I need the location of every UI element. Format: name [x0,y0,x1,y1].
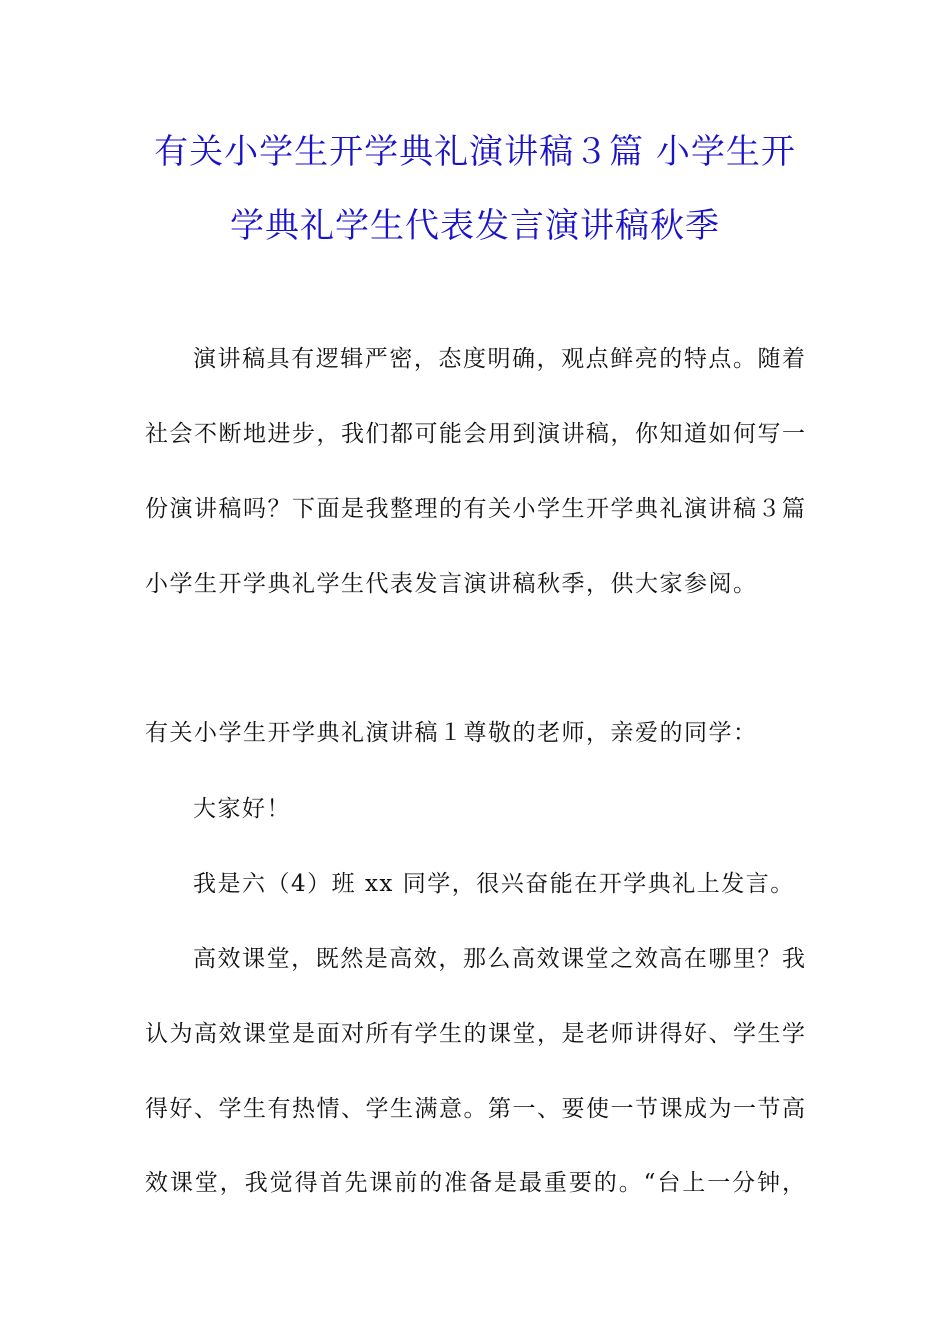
intro-line-4: 小学生开学典礼学生代表发言演讲稿秋季，供大家参阅。 [145,571,758,597]
intro-line-1: 演讲稿具有逻辑严密，态度明确，观点鲜亮的特点。随着 [193,346,805,372]
greeting-line: 大家好！ [193,796,291,822]
document-title-line-1: 有关小学生开学典礼演讲稿３篇 小学生开 [154,132,796,172]
paragraph-line-1: 高效课堂，既然是高效，那么高效课堂之效高在哪里？我 [193,946,805,972]
intro-line-3: 份演讲稿吗？下面是我整理的有关小学生开学典礼演讲稿３篇 [145,496,805,522]
paragraph-line-4: 效课堂，我觉得首先课前的准备是最重要的。“台上一分钟， [145,1170,805,1196]
paragraph-line-3: 得好、学生有热情、学生满意。第一、要使一节课成为一节高 [145,1096,805,1122]
speech-heading: 有关小学生开学典礼演讲稿１尊敬的老师，亲爱的同学： [145,720,758,746]
self-intro-line: 我是六（4）班 xx 同学，很兴奋能在开学典礼上发言。 [193,871,795,897]
document-title-line-2: 学典礼学生代表发言演讲稿秋季 [230,206,720,246]
intro-line-2: 社会不断地进步，我们都可能会用到演讲稿，你知道如何写一 [145,421,805,447]
paragraph-line-2: 认为高效课堂是面对所有学生的课堂，是老师讲得好、学生学 [145,1021,805,1047]
